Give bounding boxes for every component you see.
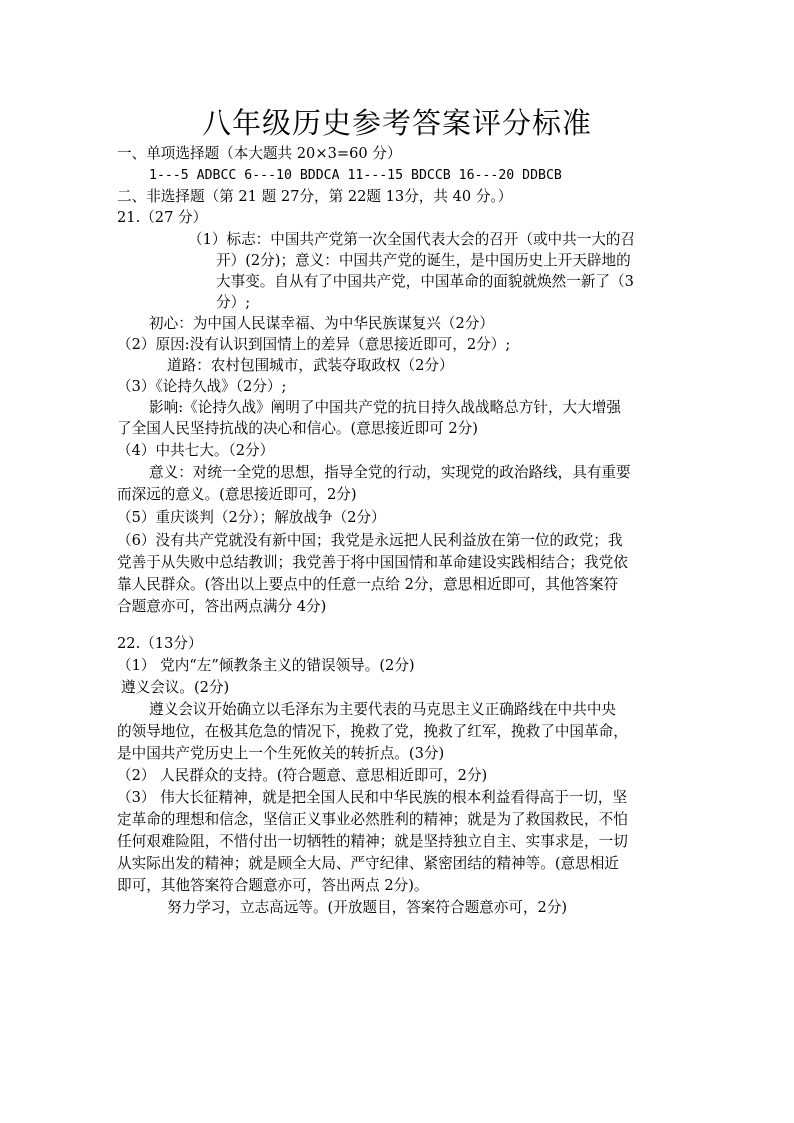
q21-part6-line2: 党善于从失败中总结教训；我党善于将中国国情和革命建设实践相结合；我党依: [117, 554, 628, 571]
q22-part1-detail-line1: 遵义会议开始确立以毛泽东为主要代表的马克思主义正确路线在中共中央: [149, 701, 617, 718]
q21-part1-line2: 开）(2分)；意义：中国共产党的诞生，是中国历史上开天辟地的: [216, 252, 631, 269]
q21-part5: （5）重庆谈判（2分）；解放战争（2分）: [117, 509, 386, 526]
q21-part3-impact-line2: 了全国人民坚持抗战的决心和信心。(意思接近即可 2分): [117, 420, 478, 437]
q21-part4: （4）中共七大。（2分）: [117, 442, 275, 459]
q22-part1-detail-line3: 是中国共产党历史上一个生死攸关的转折点。(3分): [117, 745, 445, 762]
choice-answers: 1---5 ADBCC 6---10 BDDCA 11---15 BDCCB 16---20 DDBCB: [149, 168, 562, 183]
q22-part3-line3: 任何艰难险阻，不惜付出一切牺牲的精神；就是坚持独立自主、实事求是，一切: [117, 833, 628, 850]
q22-part3-line5: 即可，其他答案符合题意亦可，答出两点 2分)。: [117, 877, 429, 894]
q22-part3-line1: （3） 伟大长征精神，就是把全国人民和中华民族的根本利益看得高于一切，坚: [117, 789, 628, 806]
q22-part1: （1） 党内“左”倾教条主义的错误领导。(2分): [117, 657, 415, 674]
q22-part2: （2） 人民群众的支持。(符合题意、意思相近即可，2分): [117, 767, 488, 784]
q22-part1-zunyi: 遵义会议。(2分): [121, 679, 230, 696]
q21-part3: （3）《论持久战》（2分）;: [117, 378, 287, 395]
q21-part3-impact-line1: 影响:《论持久战》阐明了中国共产党的抗日持久战战略总方针，大大增强: [149, 399, 621, 416]
q21-part6-line4: 合题意亦可，答出两点满分 4分): [117, 598, 327, 615]
q22-part3-open-answer: 努力学习，立志高远等。(开放题目，答案符合题意亦可，2分): [167, 899, 568, 916]
q21-part4-meaning-line2: 而深远的意义。(意思接近即可，2分): [117, 486, 357, 503]
q21-part6-line3: 靠人民群众。(答出以上要点中的任意一点给 2分，意思相近即可，其他答案符: [117, 576, 619, 593]
q22-part1-detail-line2: 的领导地位，在极其危急的情况下，挽救了党，挽救了红军，挽救了中国革命，: [117, 723, 628, 740]
section-two-heading: 二、非选择题（第 21 题 27分，第 22题 13分，共 40 分。）: [117, 188, 513, 205]
q22-part3-line4: 从实际出发的精神；就是顾全大局、严守纪律、紧密团结的精神等。(意思相近: [117, 855, 619, 872]
q22-part3-line2: 定革命的理想和信念，坚信正义事业必然胜利的精神；就是为了救国救民，不怕: [117, 811, 628, 828]
section-one-heading: 一、单项选择题（本大题共 20×3=60 分）: [117, 145, 402, 162]
q21-part1-line4: 分）;: [216, 294, 251, 311]
q21-part2-reason: （2）原因:没有认识到国情上的差异（意思接近即可，2分）;: [117, 336, 511, 353]
question-22-heading: 22.（13分）: [117, 635, 203, 652]
question-21-heading: 21.（27 分）: [117, 209, 208, 226]
q21-part4-meaning-line1: 意义：对统一全党的思想，指导全党的行动，实现党的政治路线，具有重要: [149, 464, 631, 481]
q21-part6-line1: （6）没有共产党就没有新中国；我党是永远把人民利益放在第一位的政党；我: [117, 532, 623, 549]
q21-part1-line1: （1）标志：中国共产党第一次全国代表大会的召开（或中共一大的召: [188, 231, 636, 248]
q21-part2-road: 道路：农村包围城市，武装夺取政权（2分）: [167, 357, 454, 374]
page-title: 八年级历史参考答案评分标准: [201, 106, 592, 140]
q21-part1-line3: 大事变。自从有了中国共产党，中国革命的面貌就焕然一新了（3: [216, 273, 634, 290]
q21-part1-original-mission: 初心：为中国人民谋幸福、为中华民族谋复兴（2分）: [149, 315, 494, 332]
